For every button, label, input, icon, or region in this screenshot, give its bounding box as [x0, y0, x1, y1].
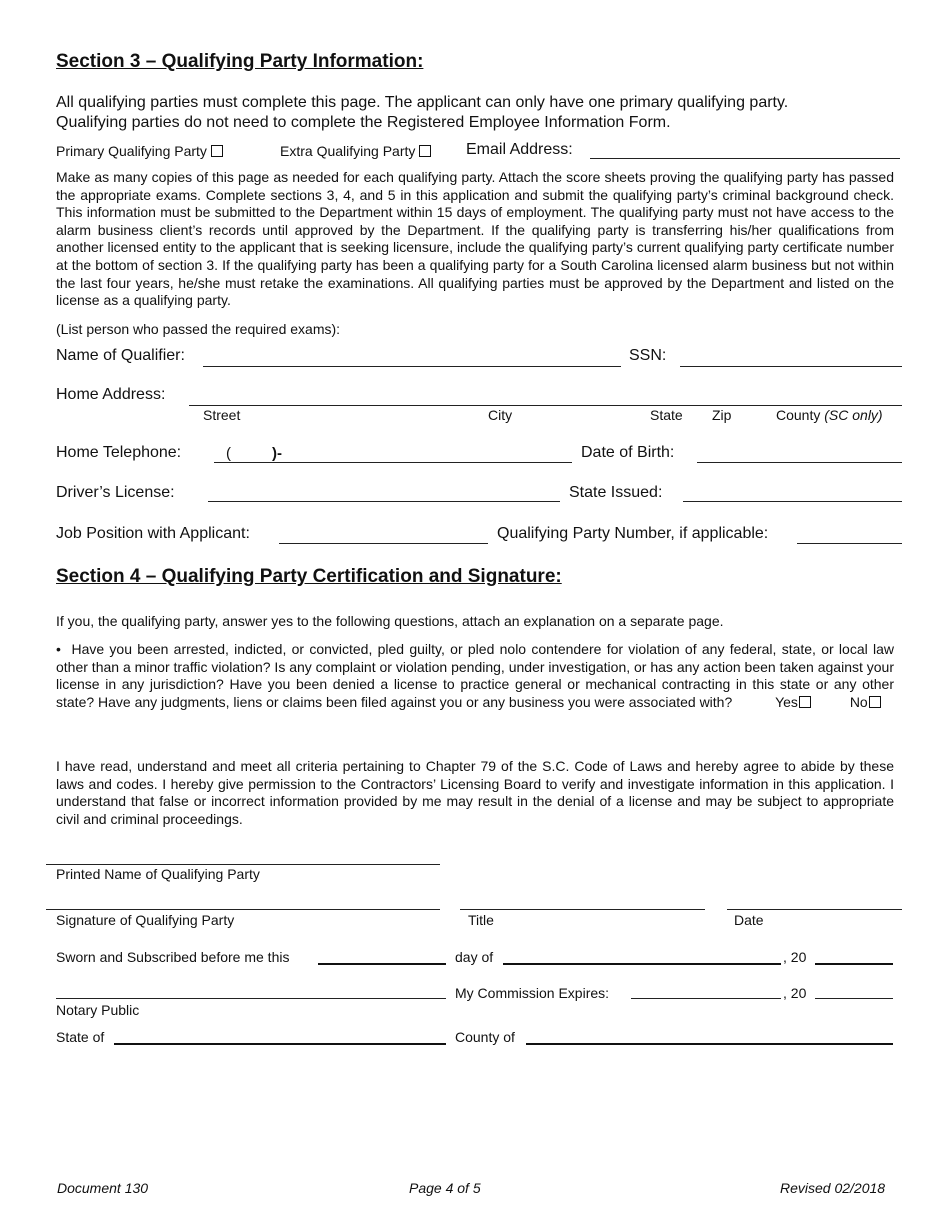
job-position-label: Job Position with Applicant:: [56, 525, 250, 542]
county-caption-note: (SC only): [824, 407, 883, 423]
yes-label: Yes: [775, 693, 798, 710]
date-of-birth-field[interactable]: [697, 462, 902, 463]
job-position-field[interactable]: [279, 543, 488, 544]
date-label: Date: [734, 912, 764, 928]
commission-year-field[interactable]: [815, 998, 893, 999]
state-caption: State: [650, 407, 683, 423]
sworn-day-field[interactable]: [318, 963, 446, 965]
name-of-qualifier-label: Name of Qualifier:: [56, 347, 185, 364]
email-label: Email Address:: [466, 141, 573, 158]
ssn-label: SSN:: [629, 347, 667, 364]
phone-open-paren: (: [226, 445, 231, 462]
home-telephone-field[interactable]: [214, 462, 572, 463]
no-label: No: [849, 693, 868, 710]
footer-page-number: Page 4 of 5: [409, 1180, 481, 1196]
sworn-year-field[interactable]: [815, 963, 893, 965]
certification-text: I have read, understand and meet all criteria pertaining to Chapter 79 of the S.C. Code of Laws and hereby agree to abide by these laws and codes. I hereby give permission to the Contractors’ Licensing Board to verify and investigate information in this application. I understand that false or incorrect information provided by me may result in the denial of a license and may be subject to appropriate civil and criminal proceedings.: [56, 758, 894, 827]
county-caption-text: County: [776, 407, 821, 423]
list-note: (List person who passed the required exams):: [56, 321, 341, 337]
drivers-license-field[interactable]: [208, 501, 560, 502]
section3-heading: Section 3 – Qualifying Party Information:: [56, 51, 424, 72]
section4-intro: If you, the qualifying party, answer yes to the following questions, attach an explanation on a separate page.: [56, 613, 724, 629]
commission-expires-label: My Commission Expires:: [455, 985, 610, 1001]
state-issued-field[interactable]: [683, 501, 902, 502]
county-caption: [776, 407, 883, 423]
state-of-field[interactable]: [114, 1043, 446, 1045]
city-caption: City: [488, 407, 513, 423]
signature-label: Signature of Qualifying Party: [56, 912, 235, 928]
phone-close-paren: )-: [272, 445, 282, 462]
notary-public-label: Notary Public: [56, 1002, 140, 1018]
extra-qualifying-party-checkbox[interactable]: [419, 145, 431, 157]
primary-qualifying-party-option: [56, 143, 223, 159]
title-field[interactable]: [460, 909, 705, 910]
street-caption: Street: [203, 407, 241, 423]
printed-name-label: Printed Name of Qualifying Party: [56, 866, 260, 882]
extra-qualifying-party-option: [280, 143, 431, 159]
no-checkbox[interactable]: [869, 696, 881, 708]
zip-caption: Zip: [712, 407, 732, 423]
qualifying-party-number-field[interactable]: [797, 543, 902, 544]
yes-checkbox[interactable]: [799, 696, 811, 708]
section4-heading: Section 4 – Qualifying Party Certification and Signature:: [56, 566, 562, 587]
drivers-license-label: Driver’s License:: [56, 484, 175, 501]
qualifying-party-number-label: Qualifying Party Number, if applicable:: [497, 525, 769, 542]
section3-intro-line1: All qualifying parties must complete this page. The applicant can only have one primary qualifying party.: [56, 94, 789, 111]
home-telephone-label: Home Telephone:: [56, 444, 182, 461]
sworn-label: Sworn and Subscribed before me this: [56, 949, 290, 965]
day-of-label: day of: [455, 949, 494, 965]
commission-expires-field[interactable]: [631, 998, 781, 999]
sworn-year-prefix: , 20: [783, 949, 807, 965]
signature-field[interactable]: [46, 909, 440, 910]
extra-qualifying-party-label: Extra Qualifying Party: [280, 143, 416, 159]
title-label: Title: [468, 912, 494, 928]
primary-qualifying-party-label: Primary Qualifying Party: [56, 143, 207, 159]
county-of-label: County of: [455, 1029, 515, 1045]
state-of-label: State of: [56, 1029, 105, 1045]
date-of-birth-label: Date of Birth:: [581, 444, 675, 461]
disciplinary-question: [56, 641, 894, 711]
footer-document-number: Document 130: [57, 1180, 149, 1196]
sworn-month-field[interactable]: [503, 963, 781, 965]
name-of-qualifier-field[interactable]: [203, 366, 621, 367]
disciplinary-question-text: Have you been arrested, indicted, or convicted, pled guilty, or pled nolo contendere for violation of any federal, state, or local law other than a minor traffic violation? Is any complaint or violation pending, under investigation, or has any action been taken against your license in any jurisdiction? Have you been denied a license to practice general or mechanical contracting in this state or any other state? Have any judgments, liens or claims been filed against you or any business you were associated with?: [56, 641, 894, 710]
email-field[interactable]: [590, 158, 900, 159]
commission-year-prefix: , 20: [783, 985, 807, 1001]
home-address-label: Home Address:: [56, 386, 166, 403]
home-address-field[interactable]: [189, 405, 902, 406]
footer-revised-date: Revised 02/2018: [780, 1180, 886, 1196]
county-of-field[interactable]: [526, 1043, 893, 1045]
notary-signature-field[interactable]: [56, 998, 446, 999]
state-issued-label: State Issued:: [569, 484, 663, 501]
section3-intro-line2: Qualifying parties do not need to complete the Registered Employee Information Form.: [56, 114, 671, 131]
ssn-field[interactable]: [680, 366, 902, 367]
primary-qualifying-party-checkbox[interactable]: [211, 145, 223, 157]
printed-name-field[interactable]: [46, 864, 440, 865]
bullet: •: [56, 641, 61, 657]
date-field[interactable]: [727, 909, 902, 910]
section3-instructions: Make as many copies of this page as needed for each qualifying party. Attach the score sheets proving the qualifying party has passed the appropriate exams. Complete sections 3, 4, and 5 in this application and submit the qualifying party’s criminal background check. This information must be submitted to the Department within 15 days of employment. The qualifying party must not have access to the alarm business client’s records until approved by the Department. If the qualifying party is transferring his/her qualifications from another licensed entity to the applicant that is seeking licensure, include the qualifying party’s current qualifying party certificate number at the bottom of section 3. If the qualifying party has been a qualifying party for a South Carolina licensed alarm business but not within the last four years, he/she must retake the examinations. All qualifying parties must be approved by the Department and listed on the license as a qualifying party.: [56, 169, 894, 309]
